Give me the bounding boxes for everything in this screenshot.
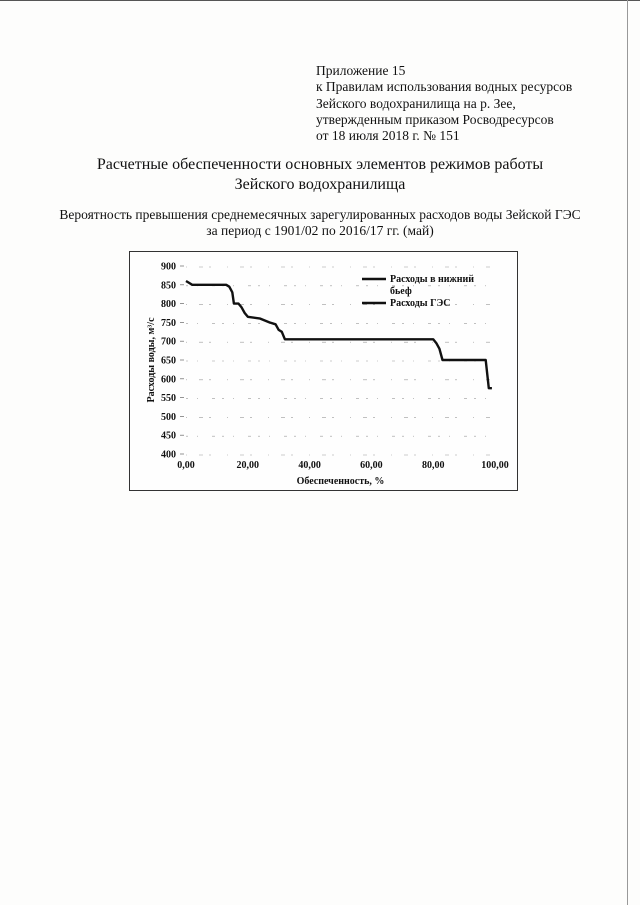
document-title: [60, 155, 580, 195]
chart-legend: [362, 274, 474, 309]
chart-frame: [129, 251, 518, 491]
annex-block: [316, 63, 572, 144]
document-title-line-1: Расчетные обеспеченности основных элементов режимов работы: [96, 156, 544, 173]
x-tick-label: 40,00: [298, 460, 321, 471]
x-tick-label: 100,00: [481, 460, 509, 471]
annex-line-1: Приложение 15: [316, 63, 406, 78]
x-tick-label: 60,00: [360, 460, 383, 471]
right-border-line: [627, 0, 628, 905]
legend-label-hpp: Расходы ГЭС: [390, 298, 451, 309]
chart-caption: [20, 207, 620, 239]
document-title-line-2: Зейского водохранилища: [234, 176, 406, 193]
x-axis-label: Обеспеченность, %: [296, 476, 385, 487]
y-axis-ticks: [161, 262, 184, 461]
chart-caption-line-2: за период с 1901/02 по 2016/17 гг. (май): [206, 223, 434, 238]
y-tick-label: 700: [161, 336, 176, 348]
y-tick-label: 850: [161, 280, 176, 292]
annex-line-3: Зейского водохранилища на р. Зее,: [316, 95, 516, 111]
annex-line-2: к Правилам использования водных ресурсов: [316, 79, 573, 95]
x-tick-label: 80,00: [421, 460, 445, 471]
x-tick-label: 20,00: [236, 460, 260, 471]
x-axis-ticks: [177, 460, 509, 471]
y-tick-label: 450: [161, 430, 176, 442]
annex-line-4: утвержденным приказом Росводресурсов: [316, 111, 554, 127]
y-tick-label: 400: [161, 449, 176, 461]
y-tick-label: 800: [161, 299, 176, 311]
y-tick-label: 750: [161, 317, 176, 329]
x-tick-label: 0,00: [177, 460, 195, 471]
probability-chart: [130, 252, 519, 492]
annex-line-5: от 18 июля 2018 г. № 151: [316, 128, 460, 144]
y-axis-label: Расходы воды, м³/с: [146, 317, 157, 403]
chart-caption-line-1: Вероятность превышения среднемесячных зарегулированных расходов воды Зейской ГЭС: [59, 207, 581, 222]
legend-label-lower-pool: Расходы в нижний бьеф: [390, 274, 475, 297]
y-tick-label: 650: [161, 355, 176, 367]
y-tick-label: 600: [161, 374, 176, 386]
y-tick-label: 550: [161, 393, 176, 405]
top-border-line: [0, 0, 640, 1]
y-tick-label: 900: [161, 261, 176, 273]
y-tick-label: 500: [161, 411, 176, 423]
